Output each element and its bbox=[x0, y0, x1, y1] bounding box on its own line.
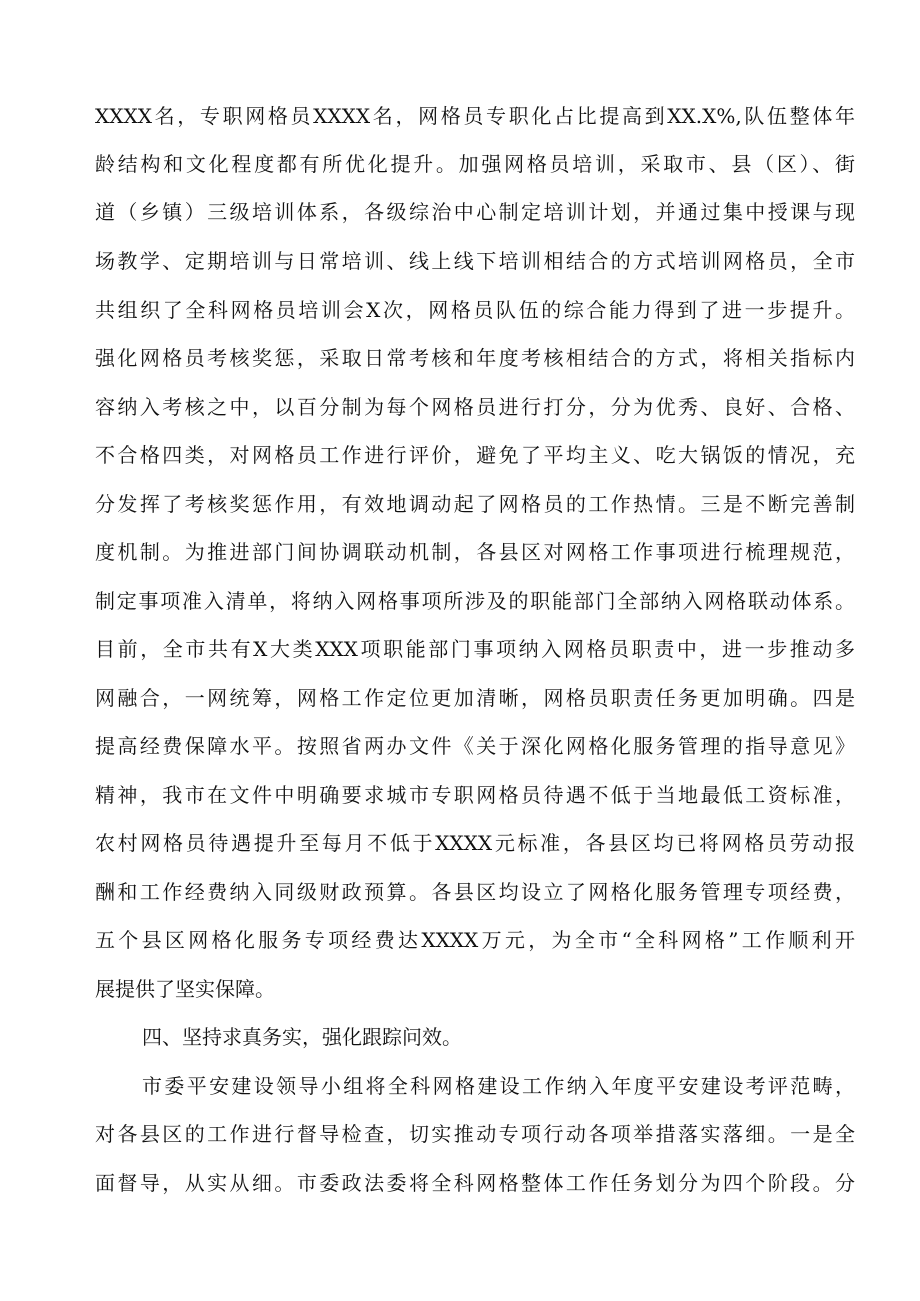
paragraph-line: 不合格四类，对网格员工作进行评价，避免了平均主义、吃大锅饭的情况，充 bbox=[95, 443, 855, 467]
paragraph-line: XXXX名，专职网格员XXXX名，网格员专职化占比提高到XX.X%,队伍整体年 bbox=[95, 104, 855, 128]
paragraph-line: 网融合，一网统筹，网格工作定位更加清晰，网格员职责任务更加明确。四是 bbox=[95, 686, 855, 710]
paragraph-line: 度机制。为推进部门间协调联动机制，各县区对网格工作事项进行梳理规范， bbox=[95, 540, 855, 564]
paragraph-line: 农村网格员待遇提升至每月不低于XXXX元标准，各县区均已将网格员劳动报 bbox=[95, 831, 855, 855]
paragraph-line: 对各县区的工作进行督导检查，切实推动专项行动各项举措落实落细。一是全 bbox=[95, 1122, 855, 1146]
paragraph-line: 精神，我市在文件中明确要求城市专职网格员待遇不低于当地最低工资标准， bbox=[95, 783, 855, 807]
paragraph-line: 面督导，从实从细。市委政法委将全科网格整体工作任务划分为四个阶段。分 bbox=[95, 1171, 855, 1195]
paragraph-line: 场教学、定期培训与日常培训、线上线下培训相结合的方式培训网格员，全市 bbox=[95, 249, 855, 273]
paragraph-line: 容纳入考核之中，以百分制为每个网格员进行打分，分为优秀、良好、合格、 bbox=[95, 395, 855, 419]
paragraph-line: 展提供了坚实保障。 bbox=[95, 977, 275, 1001]
paragraph-line: 道（乡镇）三级培训体系，各级综治中心制定培训计划，并通过集中授课与现 bbox=[95, 200, 855, 224]
paragraph-line: 制定事项准入清单，将纳入网格事项所涉及的职能部门全部纳入网格联动体系。 bbox=[95, 589, 855, 613]
paragraph-line: 五个县区网格化服务专项经费达XXXX万元，为全市“全科网格”工作顺利开 bbox=[95, 928, 855, 952]
paragraph-line: 提高经费保障水平。按照省两办文件《关于深化网格化服务管理的指导意见》 bbox=[95, 734, 855, 758]
paragraph-line: 龄结构和文化程度都有所优化提升。加强网格员培训，采取市、县（区）、街 bbox=[95, 152, 855, 176]
paragraph-line: 共组织了全科网格员培训会X次，网格员队伍的综合能力得到了进一步提升。 bbox=[95, 298, 855, 322]
paragraph-line: 强化网格员考核奖惩，采取日常考核和年度考核相结合的方式，将相关指标内 bbox=[95, 346, 855, 370]
paragraph-line: 市委平安建设领导小组将全科网格建设工作纳入年度平安建设考评范畴， bbox=[142, 1074, 855, 1098]
paragraph-line: 目前，全市共有X大类XXX项职能部门事项纳入网格员职责中，进一步推动多 bbox=[95, 637, 855, 661]
paragraph-line: 分发挥了考核奖惩作用，有效地调动起了网格员的工作热情。三是不断完善制 bbox=[95, 492, 855, 516]
section-heading: 四、坚持求真务实，强化跟踪问效。 bbox=[142, 1025, 462, 1049]
paragraph-line: 酬和工作经费纳入同级财政预算。各县区均设立了网格化服务管理专项经费， bbox=[95, 880, 855, 904]
